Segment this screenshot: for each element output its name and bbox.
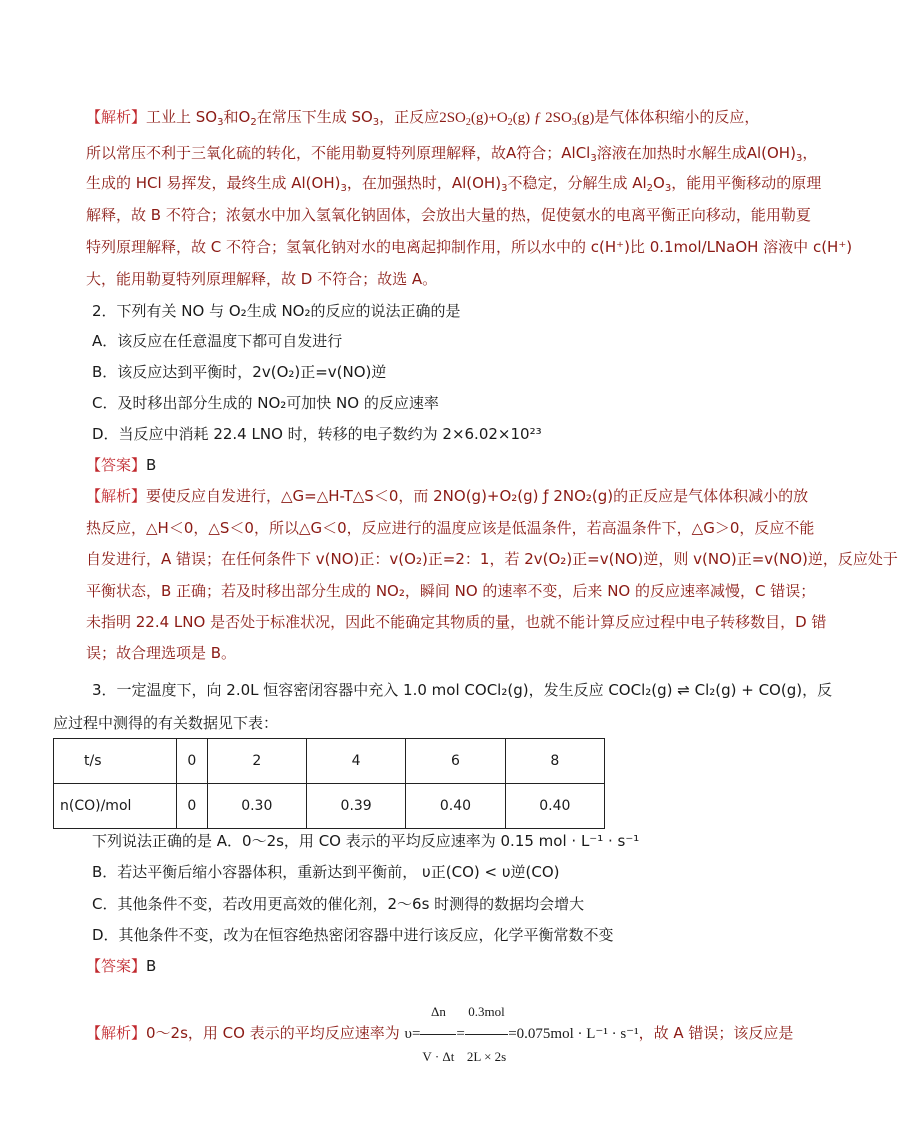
analysis-tag: 【解析】 [86, 1023, 147, 1042]
table-cell: 0 [177, 739, 208, 784]
rate-formula: υ= $\frac{\Delta n}{V \cdot \Delta t}$ = $\frac{\text{0.3mol}}{2L \times 2s}$ =0.075mol · L⁻¹ · s⁻¹ [405, 1026, 639, 1042]
analysis1-line3: 生成的 HCl 易挥发，最终生成 $Al(OH)_3$，在加强热时，$Al(OH)_3$不稳定，分解生成 $Al_2O_3$，能用平衡移动的原理 [86, 174, 822, 194]
table-cell: 0.40 [406, 784, 505, 829]
table-cell: 0 [177, 784, 208, 829]
q2-stem: 2．下列有关 NO 与 O₂生成 NO₂的反应的说法正确的是 [92, 302, 461, 320]
analysis-tag: 【解析】 [86, 487, 147, 505]
table-row [54, 739, 605, 784]
table-cell: 0.39 [306, 784, 405, 829]
analysis2-line5: 未指明 22.4 LNO 是否处于标准状况，因此不能确定其物质的量，也就不能计算反应过程中电子转移数目，D 错 [86, 613, 827, 631]
analysis3-line1: 【解析】0～2s，用 CO 表示的平均反应速率为 υ= $\frac{\Delta n}{V \cdot \Delta t}$ = $\frac{\text{0.3mol}}{2L \times 2s}$ =0.075mol · L⁻¹ · s⁻¹，故 A 错误；该反应是 [86, 990, 742, 1079]
q3-answer [86, 955, 742, 977]
q3-option-b: B．若达平衡后缩小容器体积，重新达到平衡前， υ正(CO) < υ逆(CO) [92, 863, 560, 881]
analysis1-line4: 解释，故 B 不符合；浓氨水中加入氢氧化钠固体，会放出大量的热，促使氨水的电离平衡正向移动，能用勒夏 [86, 206, 811, 224]
q2-option-d: D．当反应中消耗 22.4 LNO 时，转移的电子数约为 2×6.02×10²³ [92, 425, 542, 443]
q3-option-a: 下列说法正确的是 A．0～2s，用 CO 表示的平均反应速率为 0.15 mol · L⁻¹ · s⁻¹ [92, 832, 640, 850]
table-cell: 8 [505, 739, 604, 784]
table-cell: 4 [306, 739, 405, 784]
analysis2-line3: 自发进行，A 错误；在任何条件下 v(NO)正：v(O₂)正=2：1，若 2v(O₂)正=v(NO)逆，则 v(NO)正=v(NO)逆，反应处于 [86, 550, 898, 568]
table-header-cell: n(CO)/mol [54, 784, 177, 829]
table-cell: 2 [207, 739, 306, 784]
analysis2-line1: 【解析】要使反应自发进行，△G=△H-T△S＜0，而 2NO(g)+O₂(g) ƒ 2NO₂(g)的正反应是气体体积减小的放 [86, 487, 809, 505]
q2-option-b: B．该反应达到平衡时，2v(O₂)正=v(NO)逆 [92, 363, 387, 381]
q2-option-a: A．该反应在任意温度下都可自发进行 [92, 332, 343, 350]
analysis2-line2: 热反应，△H＜0，△S＜0，所以△G＜0，反应进行的温度应该是低温条件，若高温条件下，△G＞0，反应不能 [86, 519, 815, 537]
answer-value: B [146, 456, 157, 474]
analysis2-line6: 误；故合理选项是 B。 [86, 644, 237, 662]
q2-answer [86, 454, 742, 476]
analysis1-line2: 所以常压不利于三氧化硫的转化，不能用勒夏特列原理解释，故A符合；AlCl$_3$溶液在加热时水解生成$Al(OH)_3$， [86, 144, 818, 164]
q3-stem-line2: 应过程中测得的有关数据见下表： [53, 714, 279, 732]
analysis-tag: 【解析】 [86, 108, 147, 126]
analysis2-line4: 平衡状态，B 正确；若及时移出部分生成的 NO₂，瞬间 NO 的速率不变，后来 NO 的反应速率减慢，C 错误； [86, 582, 816, 600]
table-cell: 6 [406, 739, 505, 784]
table-cell: 0.30 [207, 784, 306, 829]
table-row [54, 784, 605, 829]
answer-tag: 【答案】 [86, 957, 147, 975]
answer-tag: 【答案】 [86, 456, 147, 474]
q3-stem-line1: 3．一定温度下，向 2.0L 恒容密闭容器中充入 1.0 mol COCl₂(g)，发生反应 COCl₂(g) ⇌ Cl₂(g) + CO(g)，反 [92, 681, 833, 699]
analysis1-line6: 大，能用勒夏特列原理解释，故 D 不符合；故选 A。 [86, 270, 438, 288]
q3-option-d: D．其他条件不变，改为在恒容绝热密闭容器中进行该反应，化学平衡常数不变 [92, 926, 614, 944]
equation: $2SO_2(g)+O_2(g)$ ƒ $2SO_3(g)$ [439, 110, 595, 128]
answer-value: B [146, 957, 157, 975]
table-header-cell: t/s [54, 739, 177, 784]
q3-option-c: C．其他条件不变，若改用更高效的催化剂，2～6s 时测得的数据均会增大 [92, 895, 585, 913]
table-cell: 0.40 [505, 784, 604, 829]
analysis1-line5: 特列原理解释，故 C 不符合；氢氧化钠对水的电离起抑制作用，所以水中的 c(H⁺)比 0.1mol/LNaOH 溶液中 c(H⁺) [86, 238, 853, 256]
data-table [53, 738, 605, 829]
q2-option-c: C．及时移出部分生成的 NO₂可加快 NO 的反应速率 [92, 394, 439, 412]
analysis1-line1: 【解析】工业上 $SO_3$和$O_2$在常压下生成 $SO_3$，正反应$2SO_2(g)+O_2(g)$ ƒ $2SO_3(g)$是气体体积缩小的反应， [86, 108, 760, 128]
